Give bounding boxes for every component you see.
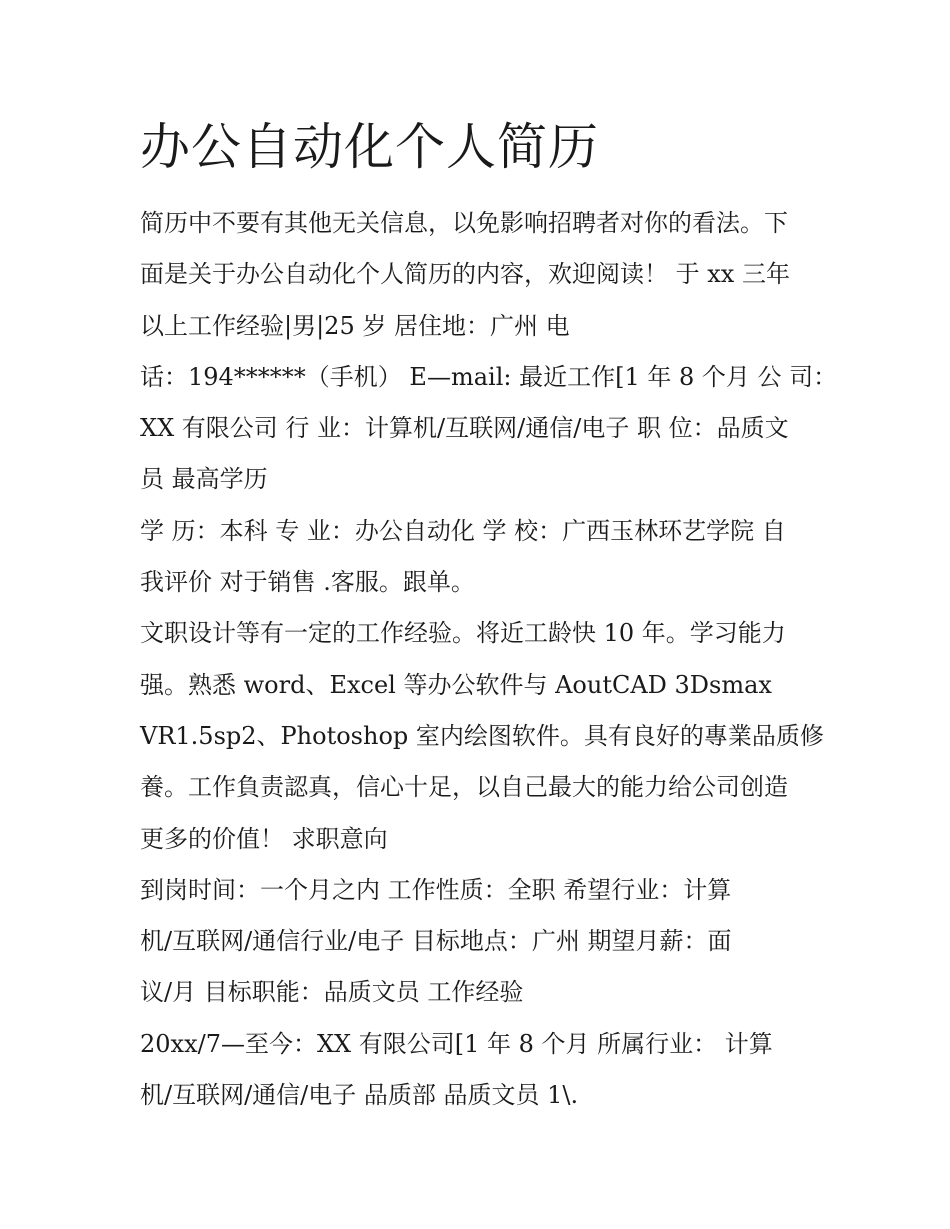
text-line: 以上工作经验|男|25 岁 居住地：广州 电: [140, 311, 570, 340]
text-line: 学 历：本科 专 业：办公自动化 学 校：广西玉林环艺学院 自: [140, 516, 786, 545]
text-line: VR1.5sp2、Photoshop 室内绘图软件。具有良好的專業品质修: [140, 721, 824, 750]
document-body: [140, 198, 838, 1121]
text-line: 机/互联网/通信/电子 品质部 品质文员 1\.: [140, 1081, 579, 1110]
text-line: 20xx/7—至今：XX 有限公司[1 年 8 个月 所属行业： 计算: [140, 1029, 773, 1058]
text-line: 简历中不要有其他无关信息，以免影响招聘者对你的看法。下: [140, 209, 788, 237]
text-line: 養。工作負责認真，信心十足，以自己最大的能力给公司创造: [140, 773, 788, 802]
text-line: 到岗时间：一个月之内 工作性质：全职 希望行业：计算: [140, 875, 732, 904]
text-line: 员 最高学历: [140, 465, 268, 494]
text-line: 面是关于办公自动化个人简历的内容，欢迎阅读！ 于 xx 三年: [140, 260, 790, 289]
text-line: 议/月 目标职能：品质文员 工作经验: [140, 978, 524, 1007]
text-line: 强。熟悉 word、Excel 等办公软件与 AoutCAD 3Dsmax: [140, 670, 772, 699]
text-line: 我评价 对于销售 .客服。跟单。: [140, 568, 475, 597]
page-title: 办公自动化个人简历: [140, 118, 599, 176]
text-line: 更多的价值！ 求职意向: [140, 824, 388, 853]
text-line: 文职设计等有一定的工作经验。将近工龄快 10 年。学习能力: [140, 619, 786, 648]
text-line: XX 有限公司 行 业：计算机/互联网/通信/电子 职 位：品质文: [140, 414, 789, 443]
text-line: 机/互联网/通信行业/电子 目标地点：广州 期望月薪：面: [140, 927, 732, 956]
text-line: 话：194******（手机） E—mail: 最近工作[1 年 8 个月 公 司：: [140, 362, 838, 391]
